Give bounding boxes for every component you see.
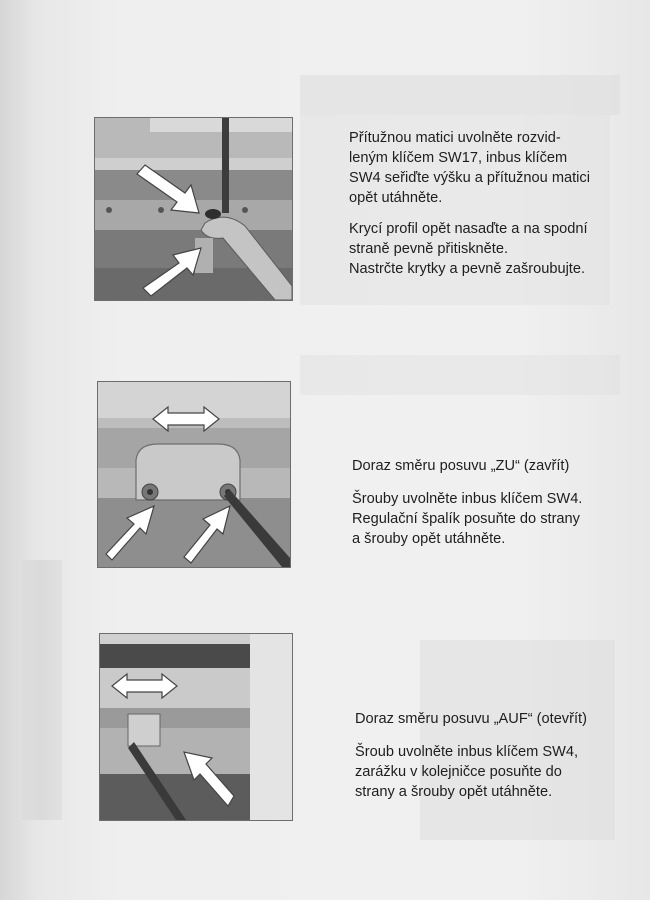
instruction-paragraph: Přítužnou matici uvolněte rozvid- leným klíčem SW17, inbus klíčem SW4 seřiďte výšku a přítužnou matici opět utáhněte.	[349, 130, 590, 206]
instruction-paragraph: Šrouby uvolněte inbus klíčem SW4. Regulační špalík posuňte do strany a šrouby opět utáhněte.	[352, 491, 583, 547]
instruction-paragraph: Krycí profil opět nasaďte a na spodní straně pevně přitiskněte. Nastrčte krytky a pevně zašroubujte.	[349, 221, 588, 277]
instruction-caption: Doraz směru posuvu „ZU“ (zavřít)	[352, 458, 570, 474]
instruction-caption: Doraz směru posuvu „AUF“ (otevřít)	[355, 711, 587, 727]
show-through-area	[300, 75, 620, 115]
instruction-block-3	[355, 709, 630, 802]
photo-stop-open-illustration	[100, 634, 292, 820]
photo-stop-close	[97, 381, 291, 568]
photo-wrench-adjustment	[94, 117, 293, 301]
instruction-paragraph: Šroub uvolněte inbus klíčem SW4, zarážku v kolejničce posuňte do strany a šrouby opět utáhněte.	[355, 744, 579, 800]
instruction-block-2	[352, 456, 627, 549]
show-through-area	[300, 355, 620, 395]
photo-stop-close-illustration	[98, 382, 290, 567]
photo-stop-open	[99, 633, 293, 821]
show-through-spine	[22, 560, 62, 820]
instruction-block-1	[349, 128, 624, 279]
photo-wrench-illustration	[95, 118, 292, 300]
